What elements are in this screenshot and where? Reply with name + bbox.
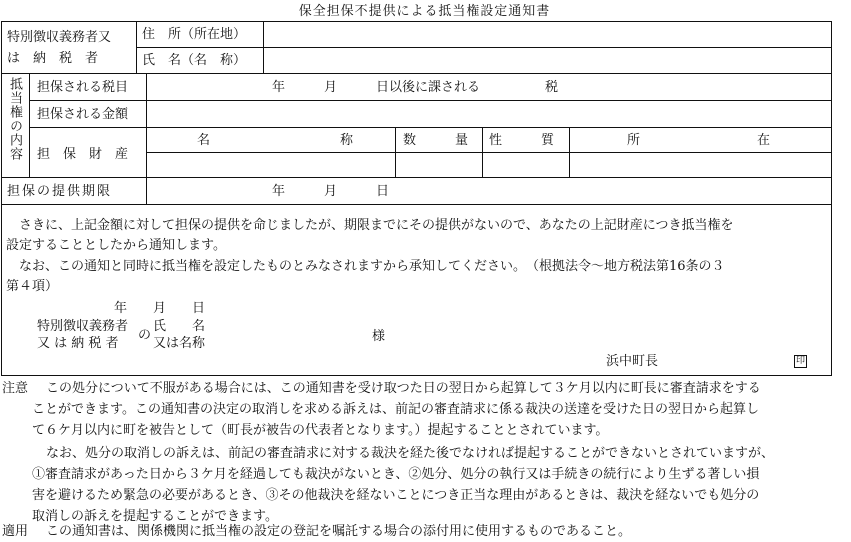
document-title: 保全担保不提供による抵当権設定通知書	[298, 4, 551, 19]
note-line-2: ことができます。この通知書の決定の取消しを求める訴えは、前記の審査請求に係る裁決の送達を受けた日の翌日から起算し	[32, 402, 759, 417]
note-line-7: 取消しの訴えを提起することができます。	[32, 509, 278, 524]
addressee-label-1: 特別徴収義務者	[37, 319, 129, 334]
body-para2-line2: 第４項）	[6, 279, 59, 294]
issue-date: 年 月 日	[114, 301, 206, 316]
note-line-1: この処分について不服がある場合には、この通知書を受け取つた日の翌日から起算して３ケ月以内に町長に審査請求をする	[46, 381, 761, 396]
body-para1-line2: 設定することとしたから通知します。	[6, 238, 226, 253]
note-line-3: て６ケ月以内に町を被告として（町長が被告の代表者となります。）提起することとされています。	[32, 423, 609, 438]
body-para2-line1: なお、この通知と同時に抵当権を設定したものとみなされますから承知してください。 （根拠法令～地方税法第16条の３	[19, 259, 725, 274]
application-text: この通知書は、関係機関に抵当権の設定の登記を嘱託する場合の添付用に使用するものであること。	[46, 524, 632, 539]
addressee-label-2: 又 は 納 税 者	[37, 336, 119, 351]
address-label: 住 所（所在地）	[142, 27, 247, 42]
body-para1-line1: さきに、上記金額に対して担保の提供を命じましたが、期限までにその提供がないので、あなたの上記財産につき抵当権を	[19, 218, 734, 233]
property-label: 担 保 財 産	[37, 147, 129, 162]
deadline-label: 担保の提供期限	[7, 184, 113, 199]
application-label: 適用	[2, 524, 29, 539]
seal-icon: 印	[795, 356, 805, 366]
secured-amount-field[interactable]	[147, 101, 831, 127]
note-line-4: なお、処分の取消しの訴えは、前記の審査請求に対する裁決を経た後でなければ提起することができないとされていますが、	[46, 446, 775, 461]
name-field[interactable]	[264, 48, 831, 73]
secured-tax-label: 担保される税目	[37, 80, 129, 95]
col-name-header: 名 称	[197, 133, 354, 148]
deadline-text: 年 月 日	[272, 184, 390, 199]
addressee-no: の	[138, 328, 152, 343]
taxpayer-label-2: は 納 税 者	[7, 51, 99, 66]
mortgage-content-label: 抵当権の内容	[7, 77, 22, 161]
shimei-label-1: 氏 名	[153, 319, 206, 334]
col-location-header: 所 在	[627, 133, 771, 148]
col-nature-header: 性 質	[489, 133, 555, 148]
note-line-6: 害を避けるため緊急の必要があるとき、③その他裁決を経ないことにつき正当な理由があるときは、裁決を経ないでも処分の	[32, 488, 760, 503]
note-line-5: ①審査請求があった日から３ケ月を経過しても裁決がないとき、②処分、処分の執行又は手続きの続行により生ずる著しい損	[32, 467, 760, 482]
taxpayer-label-1: 特別徴収義務者又	[7, 30, 112, 45]
issuer-name: 浜中町長	[606, 354, 659, 369]
secured-amount-label: 担保される金額	[37, 107, 129, 122]
note-label: 注意	[2, 381, 29, 396]
address-field[interactable]	[264, 22, 831, 47]
col-quantity-header: 数 量	[403, 133, 469, 148]
sama-label: 様	[372, 329, 386, 344]
name-label: 氏 名（名 称）	[142, 53, 247, 68]
secured-tax-text: 年 月 日以後に課される 税	[272, 80, 559, 95]
shimei-label-2: 又は名称	[153, 336, 206, 351]
